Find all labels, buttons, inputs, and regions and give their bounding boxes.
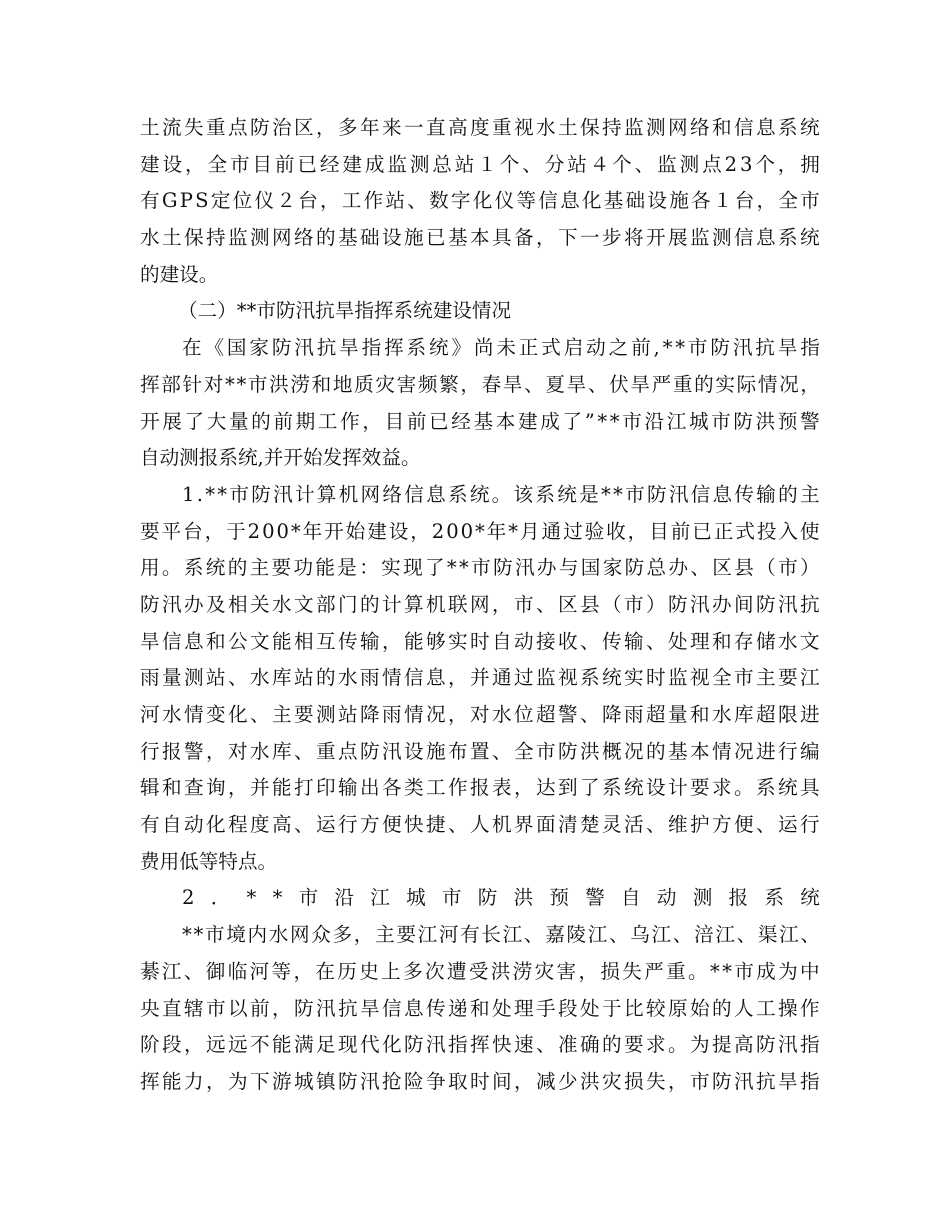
paragraph-line: 2 ． * * 市 沿 江 城 市 防 洪 预 警 自 动 测 报 系 统 (182, 886, 820, 910)
paragraph-line: 辑 和 查 询 ， 并 能 打 印 输 出 各 类 工 作 报 表 ， 达 到 了 系 统 设 计 要 求 。 系 统 具 (140, 776, 820, 800)
paragraph-line: 挥 部 针 对 * * 市 洪 涝 和 地 质 灾 害 频 繁 ， 春 旱 、 夏 旱 、 伏 旱 严 重 的 实 际 情 况 ， (140, 372, 820, 396)
paragraph-line: 开 展 了 大 量 的 前 期 工 作 ， 目 前 已 经 基 本 建 成 了 ” * * 市 沿 江 城 市 防 洪 预 警 (140, 409, 820, 433)
paragraph-line: 防 汛 办 及 相 关 水 文 部 门 的 计 算 机 联 网 ， 市 、 区 县 （ 市 ） 防 汛 办 间 防 汛 抗 (140, 592, 820, 616)
document-page (140, 110, 820, 1101)
paragraph-line: 水 土 保 持 监 测 网 络 的 基 础 设 施 已 基 本 具 备 ， 下 一 步 将 开 展 监 测 信 息 系 统 (140, 226, 820, 250)
paragraph-line: 阶 段 ， 远 远 不 能 满 足 现 代 化 防 汛 指 挥 快 速 、 准 确 的 要 求 。 为 提 高 防 汛 指 (140, 1033, 820, 1057)
paragraph-line: 的建设。 (140, 262, 219, 286)
paragraph-line: 雨 量 测 站 、 水 库 站 的 水 雨 情 信 息 ， 并 通 过 监 视 系 统 实 时 监 视 全 市 主 要 江 (140, 666, 820, 690)
paragraph-line: 挥 能 力 ， 为 下 游 城 镇 防 汛 抢 险 争 取 时 间 ， 减 少 洪 灾 损 失 ， 市 防 汛 抗 旱 指 (140, 1069, 820, 1093)
paragraph-line: 要 平 台 ， 于 2 0 0 * 年 开 始 建 设 ， 2 0 0 * 年 * 月 通 过 验 收 ， 目 前 已 正 式 投 入 使 (140, 519, 820, 543)
paragraph-line: 有 G P S 定 位 仪 ２ 台 ， 工 作 站 、 数 字 化 仪 等 信 息 化 基 础 设 施 各 １ 台 ， 全 市 (140, 189, 820, 213)
paragraph-line: 在 《 国 家 防 汛 抗 旱 指 挥 系 统 》 尚 未 正 式 启 动 之 前 , * * 市 防 汛 抗 旱 指 (182, 336, 820, 360)
paragraph-line: 1 . * * 市 防 汛 计 算 机 网 络 信 息 系 统 。 该 系 统 是 * * 市 防 汛 信 息 传 输 的 主 (182, 482, 820, 506)
paragraph-line: 费用低等特点。 (140, 849, 278, 873)
paragraph-line: * * 市 境 内 水 网 众 多 ， 主 要 江 河 有 长 江 、 嘉 陵 江 、 乌 江 、 涪 江 、 渠 江 、 (182, 923, 820, 947)
paragraph-line: 自动测报系统,并开始发挥效益。 (140, 446, 421, 470)
paragraph-line: 土 流 失 重 点 防 治 区 ， 多 年 来 一 直 高 度 重 视 水 土 保 持 监 测 网 络 和 信 息 系 统 (140, 116, 820, 139)
paragraph-line: 建 设 ， 全 市 目 前 已 经 建 成 监 测 总 站 １ 个 、 分 站 ４ 个 、 监 测 点 2 3 个 ， 拥 (140, 152, 820, 176)
paragraph-line: 有 自 动 化 程 度 高 、 运 行 方 便 快 捷 、 人 机 界 面 清 楚 灵 活 、 维 护 方 便 、 运 行 (140, 813, 820, 837)
paragraph-line: 河 水 情 变 化 、 主 要 测 站 降 雨 情 况 ， 对 水 位 超 警 、 降 雨 超 量 和 水 库 超 限 进 (140, 703, 820, 726)
paragraph-line: 旱 信 息 和 公 文 能 相 互 传 输 ， 能 够 实 时 自 动 接 收 、 传 输 、 处 理 和 存 储 水 文 (140, 629, 820, 653)
section-heading: （二）**市防汛抗旱指挥系统建设情况 (178, 299, 512, 323)
paragraph-line: 央 直 辖 市 以 前 ， 防 汛 抗 旱 信 息 传 递 和 处 理 手 段 处 于 比 较 原 始 的 人 工 操 作 (140, 996, 820, 1020)
paragraph-line: 綦 江 、 御 临 河 等 ， 在 历 史 上 多 次 遭 受 洪 涝 灾 害 ， 损 失 严 重 。 * * 市 成 为 中 (140, 959, 820, 983)
paragraph-line: 用 。 系 统 的 主 要 功 能 是 ： 实 现 了 * * 市 防 汛 办 与 国 家 防 总 办 、 区 县 （ 市 ） (140, 556, 820, 580)
paragraph-line: 行 报 警 ， 对 水 库 、 重 点 防 汛 设 施 布 置 、 全 市 防 洪 概 况 的 基 本 情 况 进 行 编 (140, 739, 820, 763)
